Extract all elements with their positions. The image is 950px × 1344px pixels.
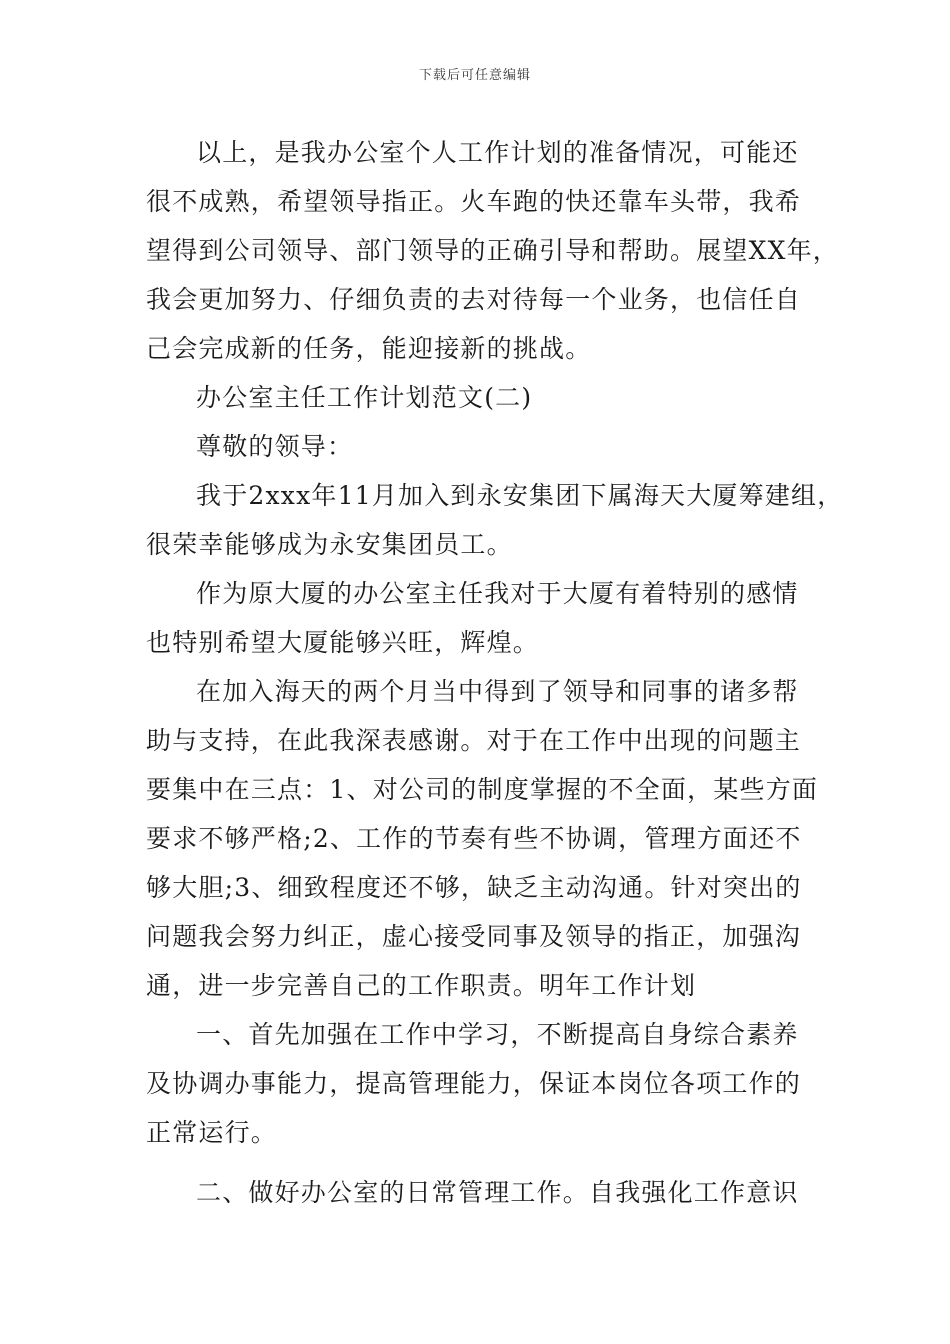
paragraph-line: 问题我会努力纠正，虚心接受同事及领导的指正，加强沟 [146, 922, 802, 951]
paragraph-line: 在加入海天的两个月当中得到了领导和同事的诸多帮 [196, 677, 799, 706]
paragraph-line: 够大胆;3、细致程度还不够，缺乏主动沟通。针对突出的 [146, 873, 802, 902]
paragraph-line: 很荣幸能够成为永安集团员工。 [146, 530, 513, 559]
paragraph-line: 正常运行。 [146, 1118, 278, 1147]
paragraph-line: 我会更加努力、仔细负责的去对待每一个业务，也信任自 [146, 285, 802, 314]
paragraph-line: 以上，是我办公室个人工作计划的准备情况，可能还 [196, 138, 799, 167]
paragraph-line: 望得到公司领导、部门领导的正确引导和帮助。展望XX年， [146, 236, 839, 265]
paragraph-line: 很不成熟，希望领导指正。火车跑的快还靠车头带，我希 [146, 187, 802, 216]
paragraph-line: 也特别希望大厦能够兴旺，辉煌。 [146, 628, 540, 657]
document-body [146, 128, 844, 1217]
paragraph-line: 助与支持，在此我深表感谢。对于在工作中出现的问题主 [146, 726, 802, 755]
paragraph-line: 一、首先加强在工作中学习，不断提高自身综合素养 [196, 1020, 799, 1049]
section-title: 办公室主任工作计划范文(二) [196, 383, 533, 412]
paragraph-line: 作为原大厦的办公室主任我对于大厦有着特别的感情 [196, 579, 799, 608]
page-header: 下载后可任意编辑 [418, 68, 531, 83]
paragraph-line: 己会完成新的任务，能迎接新的挑战。 [146, 334, 592, 363]
salutation: 尊敬的领导： [196, 432, 354, 461]
paragraph-line: 二、做好办公室的日常管理工作。自我强化工作意识 [196, 1178, 799, 1207]
paragraph-line: 要集中在三点：1、对公司的制度掌握的不全面，某些方面 [146, 775, 819, 804]
paragraph-line: 我于2xxx年11月加入到永安集团下属海天大厦筹建组， [196, 481, 844, 510]
paragraph-line: 及协调办事能力，提高管理能力，保证本岗位各项工作的 [146, 1069, 802, 1098]
paragraph-line: 要求不够严格;2、工作的节奏有些不协调，管理方面还不 [146, 824, 802, 853]
paragraph-line: 通，进一步完善自己的工作职责。明年工作计划 [146, 971, 697, 1000]
